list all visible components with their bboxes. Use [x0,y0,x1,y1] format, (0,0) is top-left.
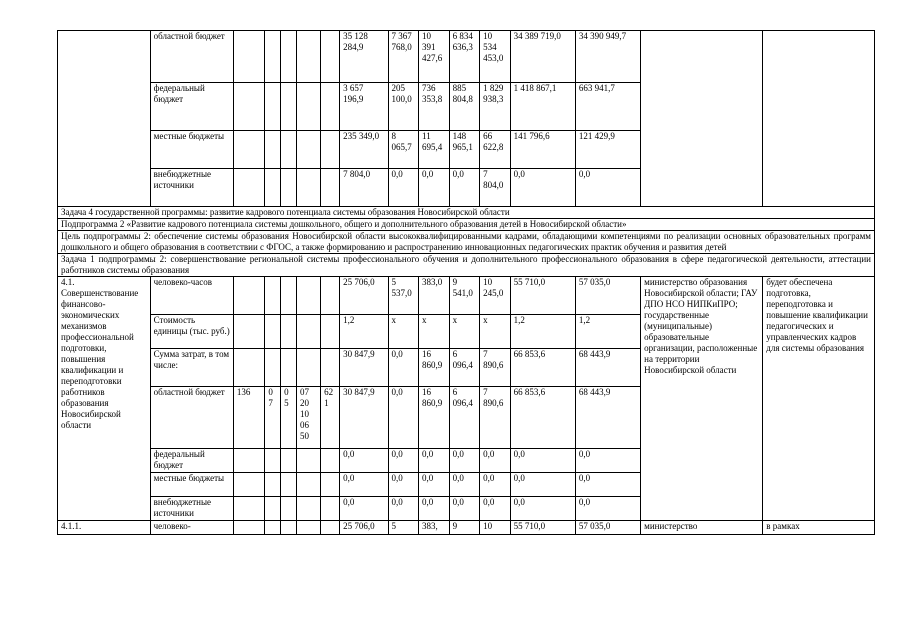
table-row: федеральный бюджет 0,0 0,0 0,0 0,0 0,0 0,0 0,0 [58,449,875,473]
table-row: местные бюджеты 0,0 0,0 0,0 0,0 0,0 0,0 0,0 [58,473,875,497]
source-cell: человеко- [150,521,233,535]
year-cell: 121 429,9 [575,131,640,169]
executor-cell: министерство [641,521,763,535]
pr-cell: 05 [281,387,297,449]
heading-row [58,231,875,254]
item-number-cell: 4.1. Совершенствование финансово-экономических механизмов профессиональной подготовки, повышения квалификации и переподготовки работников образования Новосибирской области [58,277,151,521]
year-cell: 5 537,0 [388,277,419,315]
year-cell: 0,0 [388,169,419,207]
source-cell: человеко-часов [150,277,233,315]
source-cell: Стоимость единицы (тыс. руб.) [150,315,233,349]
year-cell: 66 622,8 [480,131,511,169]
source-cell: внебюджетные источники [150,497,233,521]
item-number-cell: 4.1.1. [58,521,151,535]
table-body [58,31,875,535]
year-cell: 10 391 427,6 [419,31,450,83]
total-cell: 235 349,0 [340,131,388,169]
table-row [58,277,875,315]
year-cell: 7 804,0 [480,169,511,207]
executor-cell: министерство образования Новосибирской области; ГАУ ДПО НСО НИПКиПРО; государственные (муниципальные) образовательные организации, расположенные на территории Новосибирской области [641,277,763,521]
table-row: областной бюджет 136 07 05 07 20 10 06 50 621 30 847,9 0,0 16 860,9 6 096,4 7 890,6 66 853,6 68 443,9 [58,387,875,449]
grbs-cell: 136 [233,387,265,449]
year-cell: 10 245,0 [480,277,511,315]
year-cell: 0,0 [510,169,575,207]
year-cell: 55 710,0 [510,277,575,315]
total-cell: 25 706,0 [340,277,388,315]
table-row [58,31,875,83]
vr-cell: 621 [321,387,340,449]
year-cell: 57 035,0 [575,277,640,315]
year-cell: 0,0 [449,169,480,207]
table-row: Стоимость единицы (тыс. руб.) 1,2 х х х х 1,2 1,2 [58,315,875,349]
executor-cell [641,31,763,207]
year-cell: 6 834 636,3 [449,31,480,83]
goal-heading: Цель подпрограммы 2: обеспечение системы образования Новосибирской области высококвалифицированными кадрами, обладающими компетенциями по реализации основных образовательных программ дошкольного и общего образования в соответствии с ФГОС, а также формированию и распространению инновационных педагогических практик обучения и развития детей [58,231,875,254]
year-cell: 1 418 867,1 [510,83,575,131]
subprogram-heading: Подпрограмма 2 «Развитие кадрового потенциала системы дошкольного, общего и дополнительного образования детей в Новосибирской области» [58,219,875,231]
heading-row [58,207,875,219]
year-cell: 141 796,6 [510,131,575,169]
year-cell: 0,0 [575,169,640,207]
source-cell: областной бюджет [150,387,233,449]
year-cell: 8 065,7 [388,131,419,169]
item-cell [58,31,151,207]
heading-row [58,254,875,277]
result-cell: в рамках [763,521,875,535]
year-cell: 7 367 768,0 [388,31,419,83]
year-cell: 0,0 [419,169,450,207]
source-cell: федеральный бюджет [150,449,233,473]
task4-heading: Задача 4 государственной программы: развитие кадрового потенциала системы образования Новосибирской области [58,207,875,219]
total-cell: 7 804,0 [340,169,388,207]
source-cell: внебюджетные источники [150,169,233,207]
table-row: 4.1.1. человеко- 25 706,0 5 383, 9 10 55 710,0 57 035,0 министерство в рамках [58,521,875,535]
total-cell: 35 128 284,9 [340,31,388,83]
program-table [57,30,875,535]
csr-cell: 07 20 10 06 50 [296,387,320,449]
table-row: внебюджетные источники 0,0 0,0 0,0 0,0 0,0 0,0 0,0 [58,497,875,521]
source-cell: Сумма затрат, в том числе: [150,349,233,387]
source-cell: областной бюджет [150,31,233,83]
year-cell: 11 695,4 [419,131,450,169]
result-cell: будет обеспечена подготовка, переподготовка и повышение квалификации педагогических и управленческих кадров для системы образования [763,277,875,521]
heading-row [58,219,875,231]
result-cell [763,31,875,207]
year-cell: 663 941,7 [575,83,640,131]
task1-heading: Задача 1 подпрограммы 2: совершенствование региональной системы профессионального обучения и дополнительного профессионального образования в сфере педагогической деятельности, аттестации работников системы образования [58,254,875,277]
year-cell: 148 965,1 [449,131,480,169]
year-cell: 205 100,0 [388,83,419,131]
year-cell: 1 829 938,3 [480,83,511,131]
year-cell: 34 389 719,0 [510,31,575,83]
table-row: Сумма затрат, в том числе: 30 847,9 0,0 16 860,9 6 096,4 7 890,6 66 853,6 68 443,9 [58,349,875,387]
year-cell: 9 541,0 [449,277,480,315]
year-cell: 383,0 [419,277,450,315]
rz-cell: 07 [265,387,281,449]
year-cell: 10 534 453,0 [480,31,511,83]
source-cell: федеральный бюджет [150,83,233,131]
year-cell: 736 353,8 [419,83,450,131]
source-cell: местные бюджеты [150,131,233,169]
total-cell: 3 657 196,9 [340,83,388,131]
year-cell: 885 804,8 [449,83,480,131]
source-cell: местные бюджеты [150,473,233,497]
year-cell: 34 390 949,7 [575,31,640,83]
